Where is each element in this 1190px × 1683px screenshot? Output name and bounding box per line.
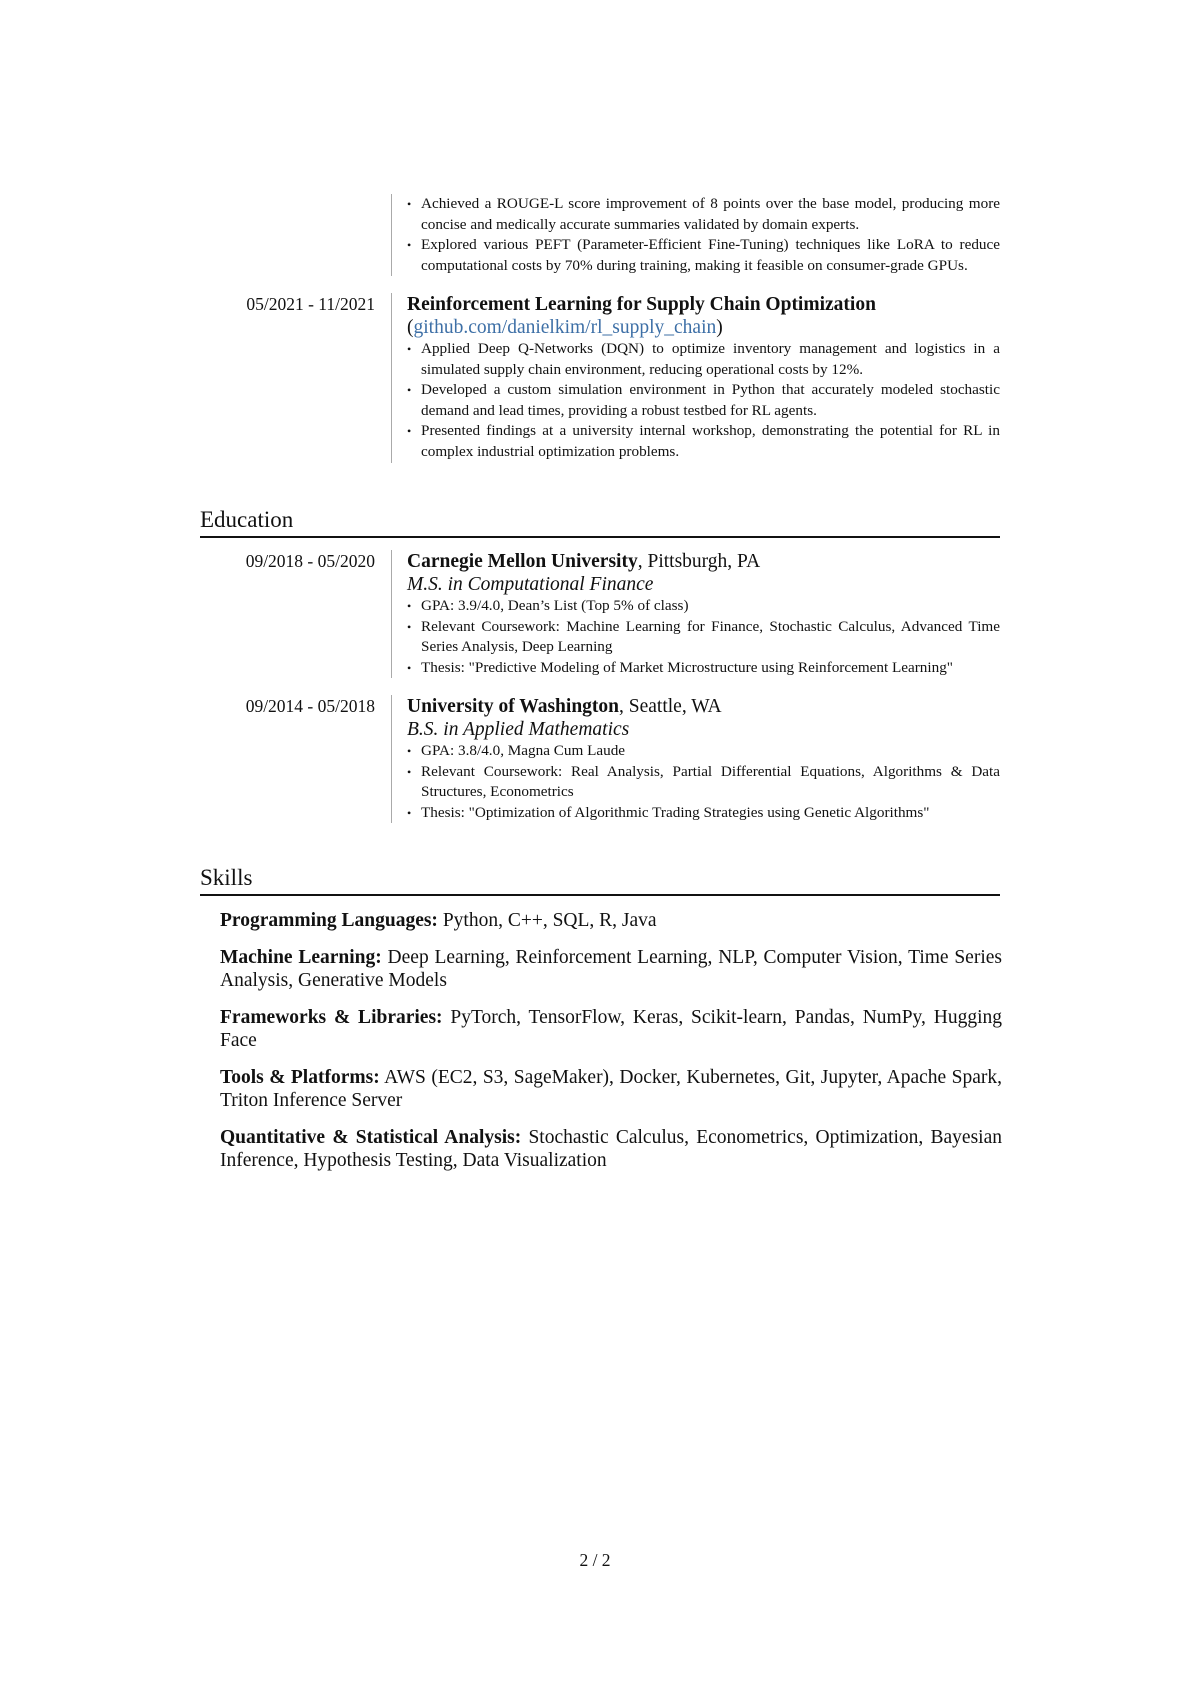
entry-body — [391, 194, 1000, 276]
skill-value: PyTorch, TensorFlow, Keras, Scikit-learn, Pandas, NumPy, Hugging Face — [220, 1007, 1002, 1051]
section-heading-skills: Skills — [200, 864, 1000, 896]
bullet-item: • Relevant Coursework: Real Analysis, Partial Differential Equations, Algorithms & Data Structures, Econometrics — [407, 762, 1000, 803]
skills-list — [220, 909, 1002, 1186]
skill-label: Frameworks & Libraries: — [220, 1007, 443, 1028]
skill-item — [220, 946, 1002, 992]
skill-label: Machine Learning: — [220, 947, 382, 968]
skill-value: Deep Learning, Reinforcement Learning, NLP, Computer Vision, Time Series Analysis, Generative Models — [220, 947, 1002, 991]
education-entry — [200, 695, 1000, 823]
skill-label: Tools & Platforms: — [220, 1067, 380, 1088]
entry-date: 09/2014 - 05/2018 — [245, 696, 375, 716]
bullet-list — [407, 339, 1000, 463]
bullet-item: • Developed a custom simulation environment in Python that accurately modeled stochastic demand and lead times, providing a robust testbed for RL agents. — [407, 380, 1000, 421]
entry-body — [391, 695, 1000, 823]
entry-body — [391, 550, 1000, 678]
degree: M.S. in Computational Finance — [407, 574, 654, 595]
project-title: Reinforcement Learning for Supply Chain Optimization — [407, 294, 876, 315]
entry-date: 09/2018 - 05/2020 — [245, 551, 375, 571]
skill-value: Stochastic Calculus, Econometrics, Optimization, Bayesian Inference, Hypothesis Testing, Data Visualization — [220, 1127, 1002, 1171]
entry-date: 05/2021 - 11/2021 — [246, 294, 375, 314]
skill-item — [220, 1006, 1002, 1052]
bullet-item: • Relevant Coursework: Machine Learning for Finance, Stochastic Calculus, Advanced Time Series Analysis, Deep Learning — [407, 617, 1000, 658]
skill-item — [220, 1126, 1002, 1172]
bullet-item: • Thesis: "Predictive Modeling of Market Microstructure using Reinforcement Learning" — [407, 658, 1000, 679]
skill-label: Quantitative & Statistical Analysis: — [220, 1127, 522, 1148]
skill-label: Programming Languages: — [220, 910, 438, 931]
entry-body — [391, 293, 1000, 463]
skill-value: Python, C++, SQL, R, Java — [437, 910, 657, 931]
school-name: University of Washington — [407, 696, 620, 717]
bullet-item: • Applied Deep Q-Networks (DQN) to optimize inventory management and logistics in a simulated supply chain environment, reducing operational costs by 12%. — [407, 339, 1000, 380]
school-name: Carnegie Mellon University — [407, 551, 638, 572]
bullet-item: • Thesis: "Optimization of Algorithmic Trading Strategies using Genetic Algorithms" — [407, 803, 1000, 824]
project-link[interactable]: github.com/danielkim/rl_supply_chain — [413, 317, 717, 338]
bullet-list — [407, 741, 1000, 823]
school-line — [407, 695, 1000, 718]
school-location: , Pittsburgh, PA — [637, 551, 761, 572]
project-entry-continued — [200, 194, 1000, 276]
bullet-item: • GPA: 3.8/4.0, Magna Cum Laude — [407, 741, 1000, 762]
bullet-list — [407, 194, 1000, 276]
degree: B.S. in Applied Mathematics — [407, 719, 630, 740]
skill-value: AWS (EC2, S3, SageMaker), Docker, Kubernetes, Git, Jupyter, Apache Spark, Triton Inference Server — [220, 1067, 1003, 1111]
school-line — [407, 550, 1000, 573]
bullet-list — [407, 596, 1000, 678]
page-number: 2 / 2 — [579, 1550, 611, 1570]
project-entry-rl — [200, 293, 1000, 463]
project-link-line: (github.com/danielkim/rl_supply_chain) — [407, 317, 723, 338]
skill-item — [220, 1066, 1002, 1112]
skill-item — [220, 909, 1002, 932]
education-entry — [200, 550, 1000, 678]
school-location: , Seattle, WA — [619, 696, 722, 717]
section-heading-education: Education — [200, 506, 1000, 538]
bullet-item: • GPA: 3.9/4.0, Dean’s List (Top 5% of class) — [407, 596, 1000, 617]
entry-date — [200, 194, 391, 276]
bullet-item: • Explored various PEFT (Parameter-Efficient Fine-Tuning) techniques like LoRA to reduce computational costs by 70% during training, making it feasible on consumer-grade GPUs. — [407, 235, 1000, 276]
bullet-item: • Presented findings at a university internal workshop, demonstrating the potential for RL in complex industrial optimization problems. — [407, 421, 1000, 462]
bullet-item: • Achieved a ROUGE-L score improvement of 8 points over the base model, producing more concise and medically accurate summaries validated by domain experts. — [407, 194, 1000, 235]
